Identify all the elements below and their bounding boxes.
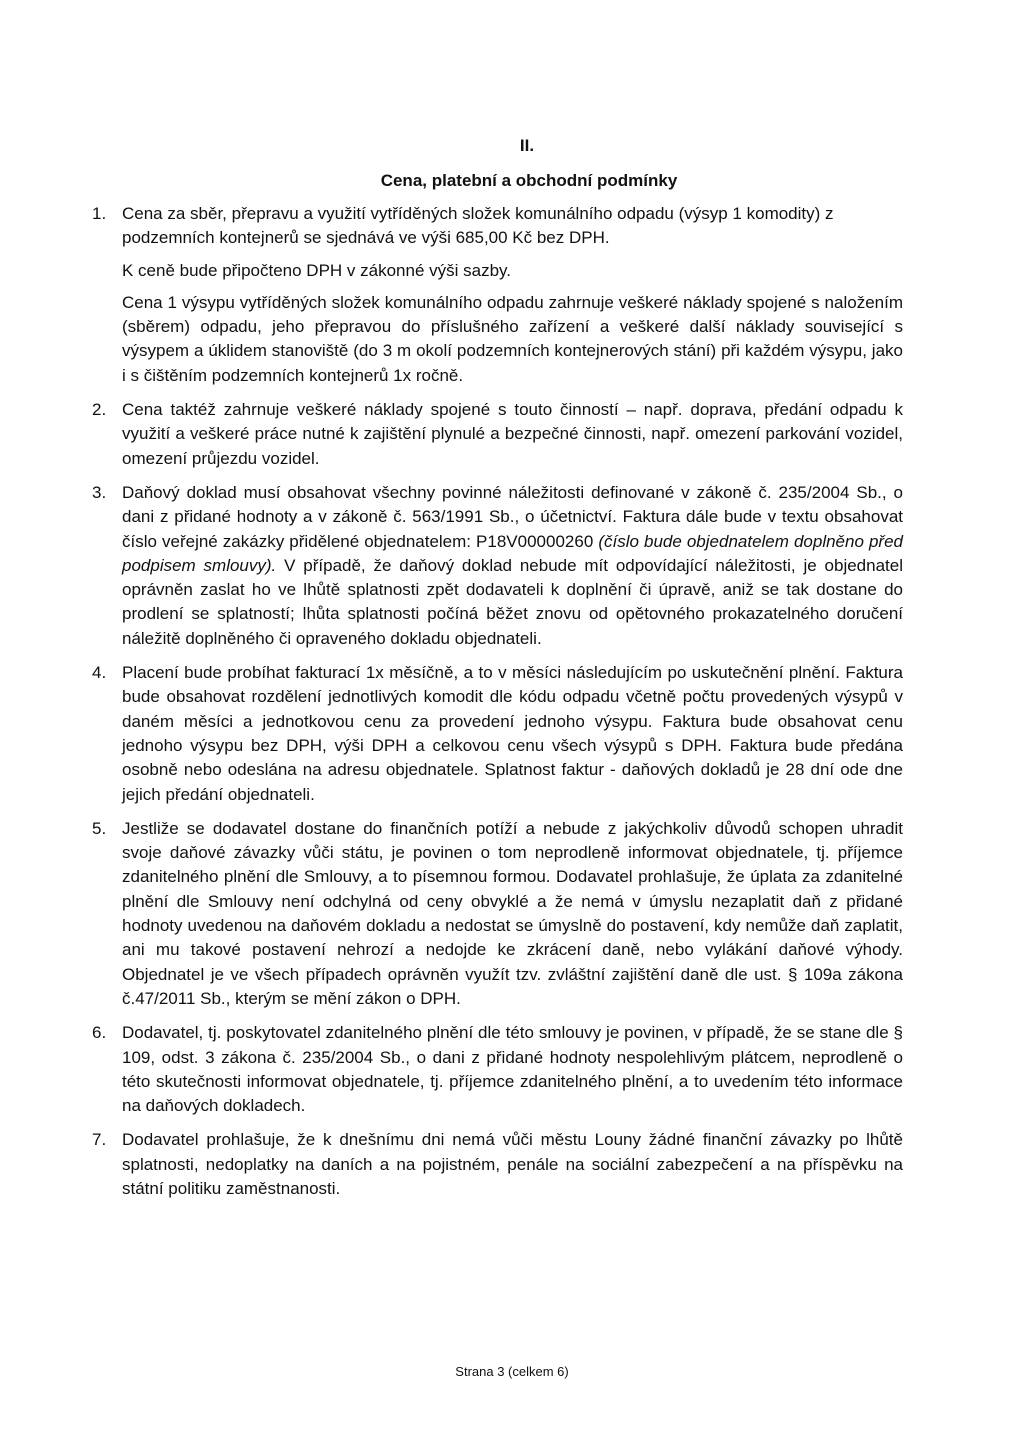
- italic-note: (číslo bude objednatelem doplněno před podpisem smlouvy).: [122, 531, 903, 575]
- item-paragraph: Placení bude probíhat fakturací 1x měsíčně, a to v měsíci následujícím po uskutečnění plnění. Faktura bude obsahovat rozdělení jednotlivých komodit dle kódu odpadu včetně počtu provedených výsypů v daném měsíci a jednotkovou cenu za provedení jednoho výsypu. Faktura bude obsahovat cenu jednoho výsypu bez DPH, výši DPH a celkovou cenu všech výsypů s DPH. Faktura bude předána osobně nebo odeslána na adresu objednatele. Splatnost faktur - daňových dokladů je 28 dní ode dne jejich předání objednateli.: [122, 663, 903, 804]
- item-number: 4.: [92, 663, 107, 683]
- list-item-5: [92, 817, 903, 1011]
- item-paragraph: Cena 1 výsypu vytříděných složek komunálního odpadu zahrnuje veškeré náklady spojené s naložením (sběrem) odpadu, jeho přepravou do příslušného zařízení a veškeré další náklady související s výsypem a úklidem stanoviště (do 3 m okolí podzemních kontejnerových stání) při každém výsypu, jako i s čištěním podzemních kontejnerů 1x ročně.: [122, 292, 903, 385]
- item-paragraph: [122, 481, 903, 651]
- item-text: V případě, že daňový doklad nebude mít odpovídající náležitosti, je objednatel oprávněn zaslat ho ve lhůtě splatnosti zpět dodavateli k doplnění či úpravě, aniž se tak dostane do prodlení se splatností; lhůta splatnosti počíná běžet znovu od opětovného prokazatelného doručení náležitě doplněného či opraveného dokladu objednateli.: [122, 555, 904, 648]
- item-paragraph: Dodavatel prohlašuje, že k dnešnímu dni nemá vůči městu Louny žádné finanční závazky po lhůtě splatnosti, nedoplatky na daních a na pojistném, penále na sociální zabezpečení a na příspěvku na státní politiku zaměstnanosti.: [122, 1130, 903, 1198]
- item-paragraph: Cena za sběr, přepravu a využití vytříděných složek komunálního odpadu (výsyp 1 komodity) z podzemních kontejnerů se sjednává ve výši 685,00 Kč bez DPH.: [122, 204, 834, 248]
- item-text: Daňový doklad musí obsahovat všechny povinné náležitosti definované v zákoně č. 235/2004 Sb., o dani z přidané hodnoty a v zákoně č. 563/1991 Sb., o účetnictví. Faktura dále bude v textu obsahovat číslo veřejné zakázky přidělené objednatelem: P18V00000260: [122, 482, 903, 551]
- list-item-1: [92, 202, 903, 388]
- item-number: 1.: [92, 204, 107, 223]
- list-item-7: [92, 1128, 903, 1201]
- section-content: [92, 202, 903, 1211]
- item-paragraph: K ceně bude připočteno DPH v zákonné výši sazby.: [122, 260, 512, 280]
- item-paragraph: Jestliže se dodavatel dostane do finančních potíží a nebude z jakýchkoliv důvodů schopen uhradit svoje daňové závazky vůči státu, je povinen o tom neprodleně informovat objednatele, tj. příjemce zdanitelného plnění dle Smlouvy, a to písemnou formou. Dodavatel prohlašuje, že úplata za zdanitelné plnění dle Smlouvy není odchylná od ceny obvyklé a že nemá v úmyslu nezaplatit daň z přidané hodnoty uvedenou na daňovém dokladu a nedostat se úmyslně do postavení, kdy nemůže daň zaplatit, ani mu takové postavení nehrozí a nedojde ke zkrácení daně, nebo vylákání daňové výhody. Objednatel je ve všech případech oprávněn využít tzv. zvláštní zajištění daně dle ust. § 109a zákona č.47/2011 Sb., kterým se mění zákon o DPH.: [122, 818, 903, 1008]
- item-number: 7.: [92, 1130, 107, 1150]
- item-number: 3.: [92, 482, 107, 502]
- list-item-6: [92, 1021, 903, 1118]
- page-footer: Strana 3 (celkem 6): [455, 1364, 569, 1379]
- item-number: 2.: [92, 400, 107, 420]
- section-number: II.: [519, 136, 535, 155]
- item-number: 6.: [92, 1023, 107, 1043]
- item-paragraph: Cena taktéž zahrnuje veškeré náklady spojené s touto činností – např. doprava, předání odpadu k využití a veškeré práce nutné k zajištění plynulé a bezpečné činnosti, např. omezení parkování vozidel, omezení průjezdu vozidel.: [122, 400, 903, 468]
- item-number: 5.: [92, 818, 107, 838]
- section-title: Cena, platební a obchodní podmínky: [380, 171, 678, 190]
- item-paragraph: Dodavatel, tj. poskytovatel zdanitelného plnění dle této smlouvy je povinen, v případě, že se stane dle § 109, odst. 3 zákona č. 235/2004 Sb., o dani z přidané hodnoty nespolehlivým plátcem, neprodleně o této skutečnosti informovat objednatele, tj. příjemce zdanitelného plnění, a to uvedením této informace na daňových dokladech.: [122, 1023, 903, 1116]
- list-item-3: [92, 481, 903, 651]
- list-item-2: [92, 398, 903, 471]
- list-item-4: [92, 661, 903, 807]
